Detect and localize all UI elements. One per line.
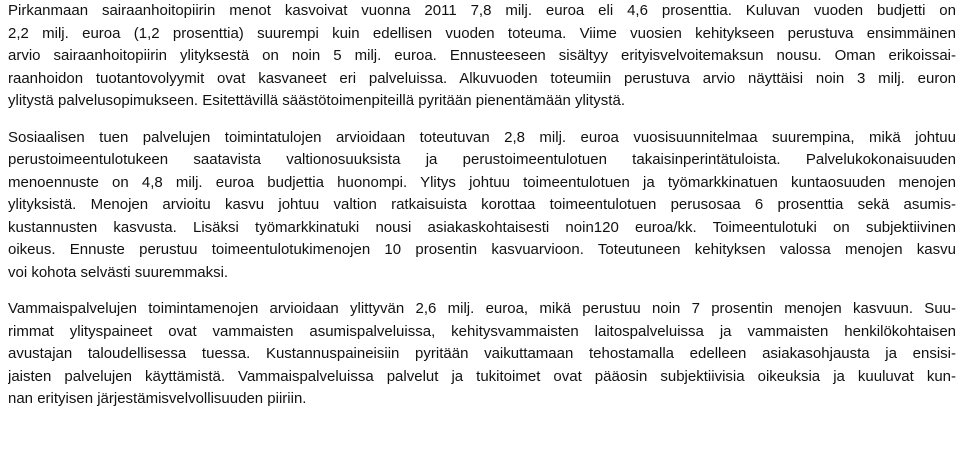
text-line: kustannusten kasvusta. Lisäksi työmarkkinatuki nousi asiakaskohtaisesti noin120 euroa/kk. Toimeentulotuki on subjektiivinen [8, 218, 956, 236]
paragraph-social-support [8, 127, 956, 285]
text-line: Pirkanmaan sairaanhoitopiirin menot kasvoivat vuonna 2011 7,8 milj. euroa eli 4,6 prosenttia. Kuluvan vuoden budjetti on [8, 2, 956, 19]
paragraph-gap [8, 284, 956, 298]
text-line: Sosiaalisen tuen palvelujen toimintatulojen arvioidaan toteutuvan 2,8 milj. euroa vuosisuunnitelmaa suurempina, mikä johtuu [8, 128, 956, 146]
text-line: menoennuste on 4,8 milj. euroa budjettia huonompi. Ylitys johtuu toimeentulotuen ja työmarkkinatuen kuntaosuuden menojen [8, 173, 956, 191]
text-line: oikeus. Ennuste perustuu toimeentulotukimenojen 10 prosentin kasvuarvioon. Toteutuneen kehityksen valossa menojen kasvu [8, 241, 956, 258]
paragraph-gap [8, 113, 956, 127]
text-line: avustajan taloudellisessa tuessa. Kustannuspaineisiin pyritään vaikuttamaan tehostamalla edelleen asiakasohjausta ja ensisi- [8, 345, 956, 362]
text-line: arvio sairaanhoitopiirin ylityksestä on noin 5 milj. euroa. Ennusteeseen sisältyy erityisvelvoitemaksun nousu. Oman erikoissai- [8, 47, 956, 64]
text-line: raanhoidon tuotantovolyymit ovat kasvaneet eri palveluissa. Alkuvuoden toteumiin perustuva arvio näyttäisi noin 3 milj. euron [8, 69, 956, 87]
text-line: Vammaispalvelujen toimintamenojen arvioidaan ylittyvän 2,6 milj. euroa, mikä perustuu noin 7 prosentin menojen kasvuun. Suu- [8, 300, 956, 317]
text-line: ylitystä palvelusopimukseen. Esitettävillä säästötoimenpiteillä pyritään pienentämään ylitystä. [8, 92, 625, 109]
text-line: perustoimeentulotukeen saatavista valtionosuuksista ja perustoimeentulotuen takaisinperintätuloista. Palvelukokonaisuuden [8, 151, 956, 168]
paragraph-hospital-district [8, 0, 956, 113]
text-line: nan erityisen järjestämisvelvollisuuden piiriin. [8, 390, 307, 407]
text-line: jaisten palvelujen käyttämistä. Vammaispalveluissa palvelut ja tukitoimet ovat pääosin subjektiivisia oikeuksia ja kuuluvat kun- [8, 367, 956, 385]
text-line: rimmat ylityspaineet ovat vammaisten asumispalveluissa, kehitysvammaisten laitospalveluissa ja vammaisten henkilökohtaisen [8, 322, 956, 340]
paragraph-disability-services [8, 298, 956, 411]
text-line: 2,2 milj. euroa (1,2 prosenttia) suurempi kuin edellisen vuoden toteuma. Viime vuosien kehitykseen perustuva ensimmäinen [8, 24, 956, 42]
text-line: voi kohota selvästi suuremmaksi. [8, 263, 229, 281]
text-line: ylityksistä. Menojen arvioitu kasvu johtuu valtion ratkaisuista korottaa toimeentulotuen perusosaa 6 prosenttia sekä asumis- [8, 196, 956, 213]
